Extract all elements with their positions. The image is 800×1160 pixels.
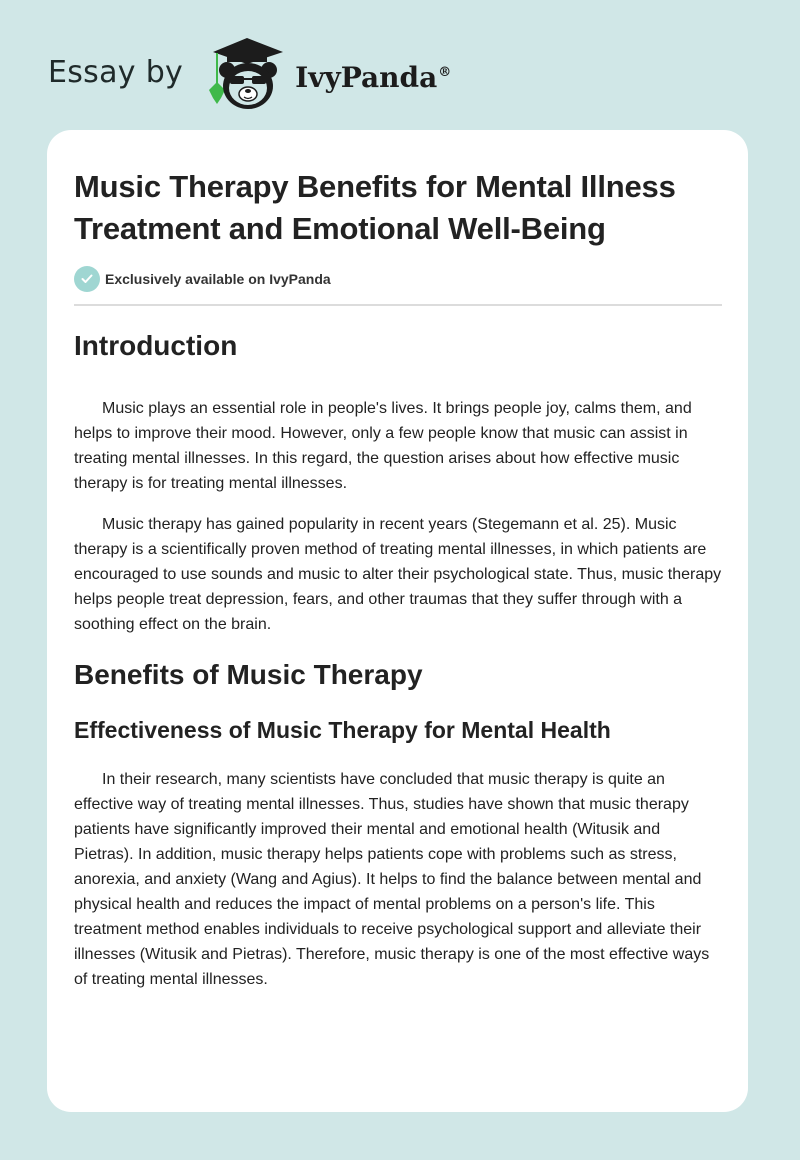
paragraph: In their research, many scientists have concluded that music therapy is quite an effective way of treating mental illnesses. Thus, studies have shown that music therapy patients have significantly improved their mental and emotional health (Witusik and Pietras). In addition, music therapy helps patients cope with problems such as stress, anorexia, and anxiety (Wang and Agius). It helps to find the balance between mental and physical health and reduces the impact of mental problems on a person's life. This treatment method enables individuals to receive psychological support and alleviate their illnesses (Witusik and Pietras). Therefore, music therapy is one of the most effective ways of treating mental illnesses. bbox=[74, 771, 710, 988]
panda-graduate-icon[interactable] bbox=[203, 34, 287, 114]
essay-card bbox=[47, 130, 748, 1112]
essay-title: Music Therapy Benefits for Mental Illness Treatment and Emotional Well-Being bbox=[74, 169, 676, 246]
exclusive-badge bbox=[74, 266, 722, 292]
brand-name[interactable] bbox=[295, 61, 451, 94]
paragraph: Music plays an essential role in people's lives. It brings people joy, calms them, and helps to improve their mood. However, only a few people know that music can assist in treating mental illnesses. In this regard, the question arises about how effective music therapy is for treating mental illnesses. bbox=[74, 400, 692, 492]
check-circle-icon bbox=[74, 266, 100, 292]
subsection-heading: Effectiveness of Music Therapy for Mental Health bbox=[74, 717, 611, 743]
section-heading: Benefits of Music Therapy bbox=[74, 659, 423, 690]
paragraph: Music therapy has gained popularity in recent years (Stegemann et al. 25). Music therapy is a scientifically proven method of treating mental illnesses, in which patients are encouraged to use sounds and music to alter their psychological state. Thus, music therapy helps people treat depression, fears, and other traumas that they suffer through with a soothing effect on the brain. bbox=[74, 516, 722, 633]
brand-prefix: Essay by bbox=[48, 54, 184, 90]
brand-header bbox=[48, 34, 451, 114]
brand-name-text: IvyPanda bbox=[295, 60, 438, 94]
section-benefits bbox=[74, 657, 722, 992]
divider bbox=[74, 304, 722, 306]
exclusive-label: Exclusively available on IvyPanda bbox=[105, 271, 331, 287]
registered-mark: ® bbox=[438, 65, 452, 81]
section-heading: Introduction bbox=[74, 330, 238, 361]
section-introduction bbox=[74, 328, 722, 637]
